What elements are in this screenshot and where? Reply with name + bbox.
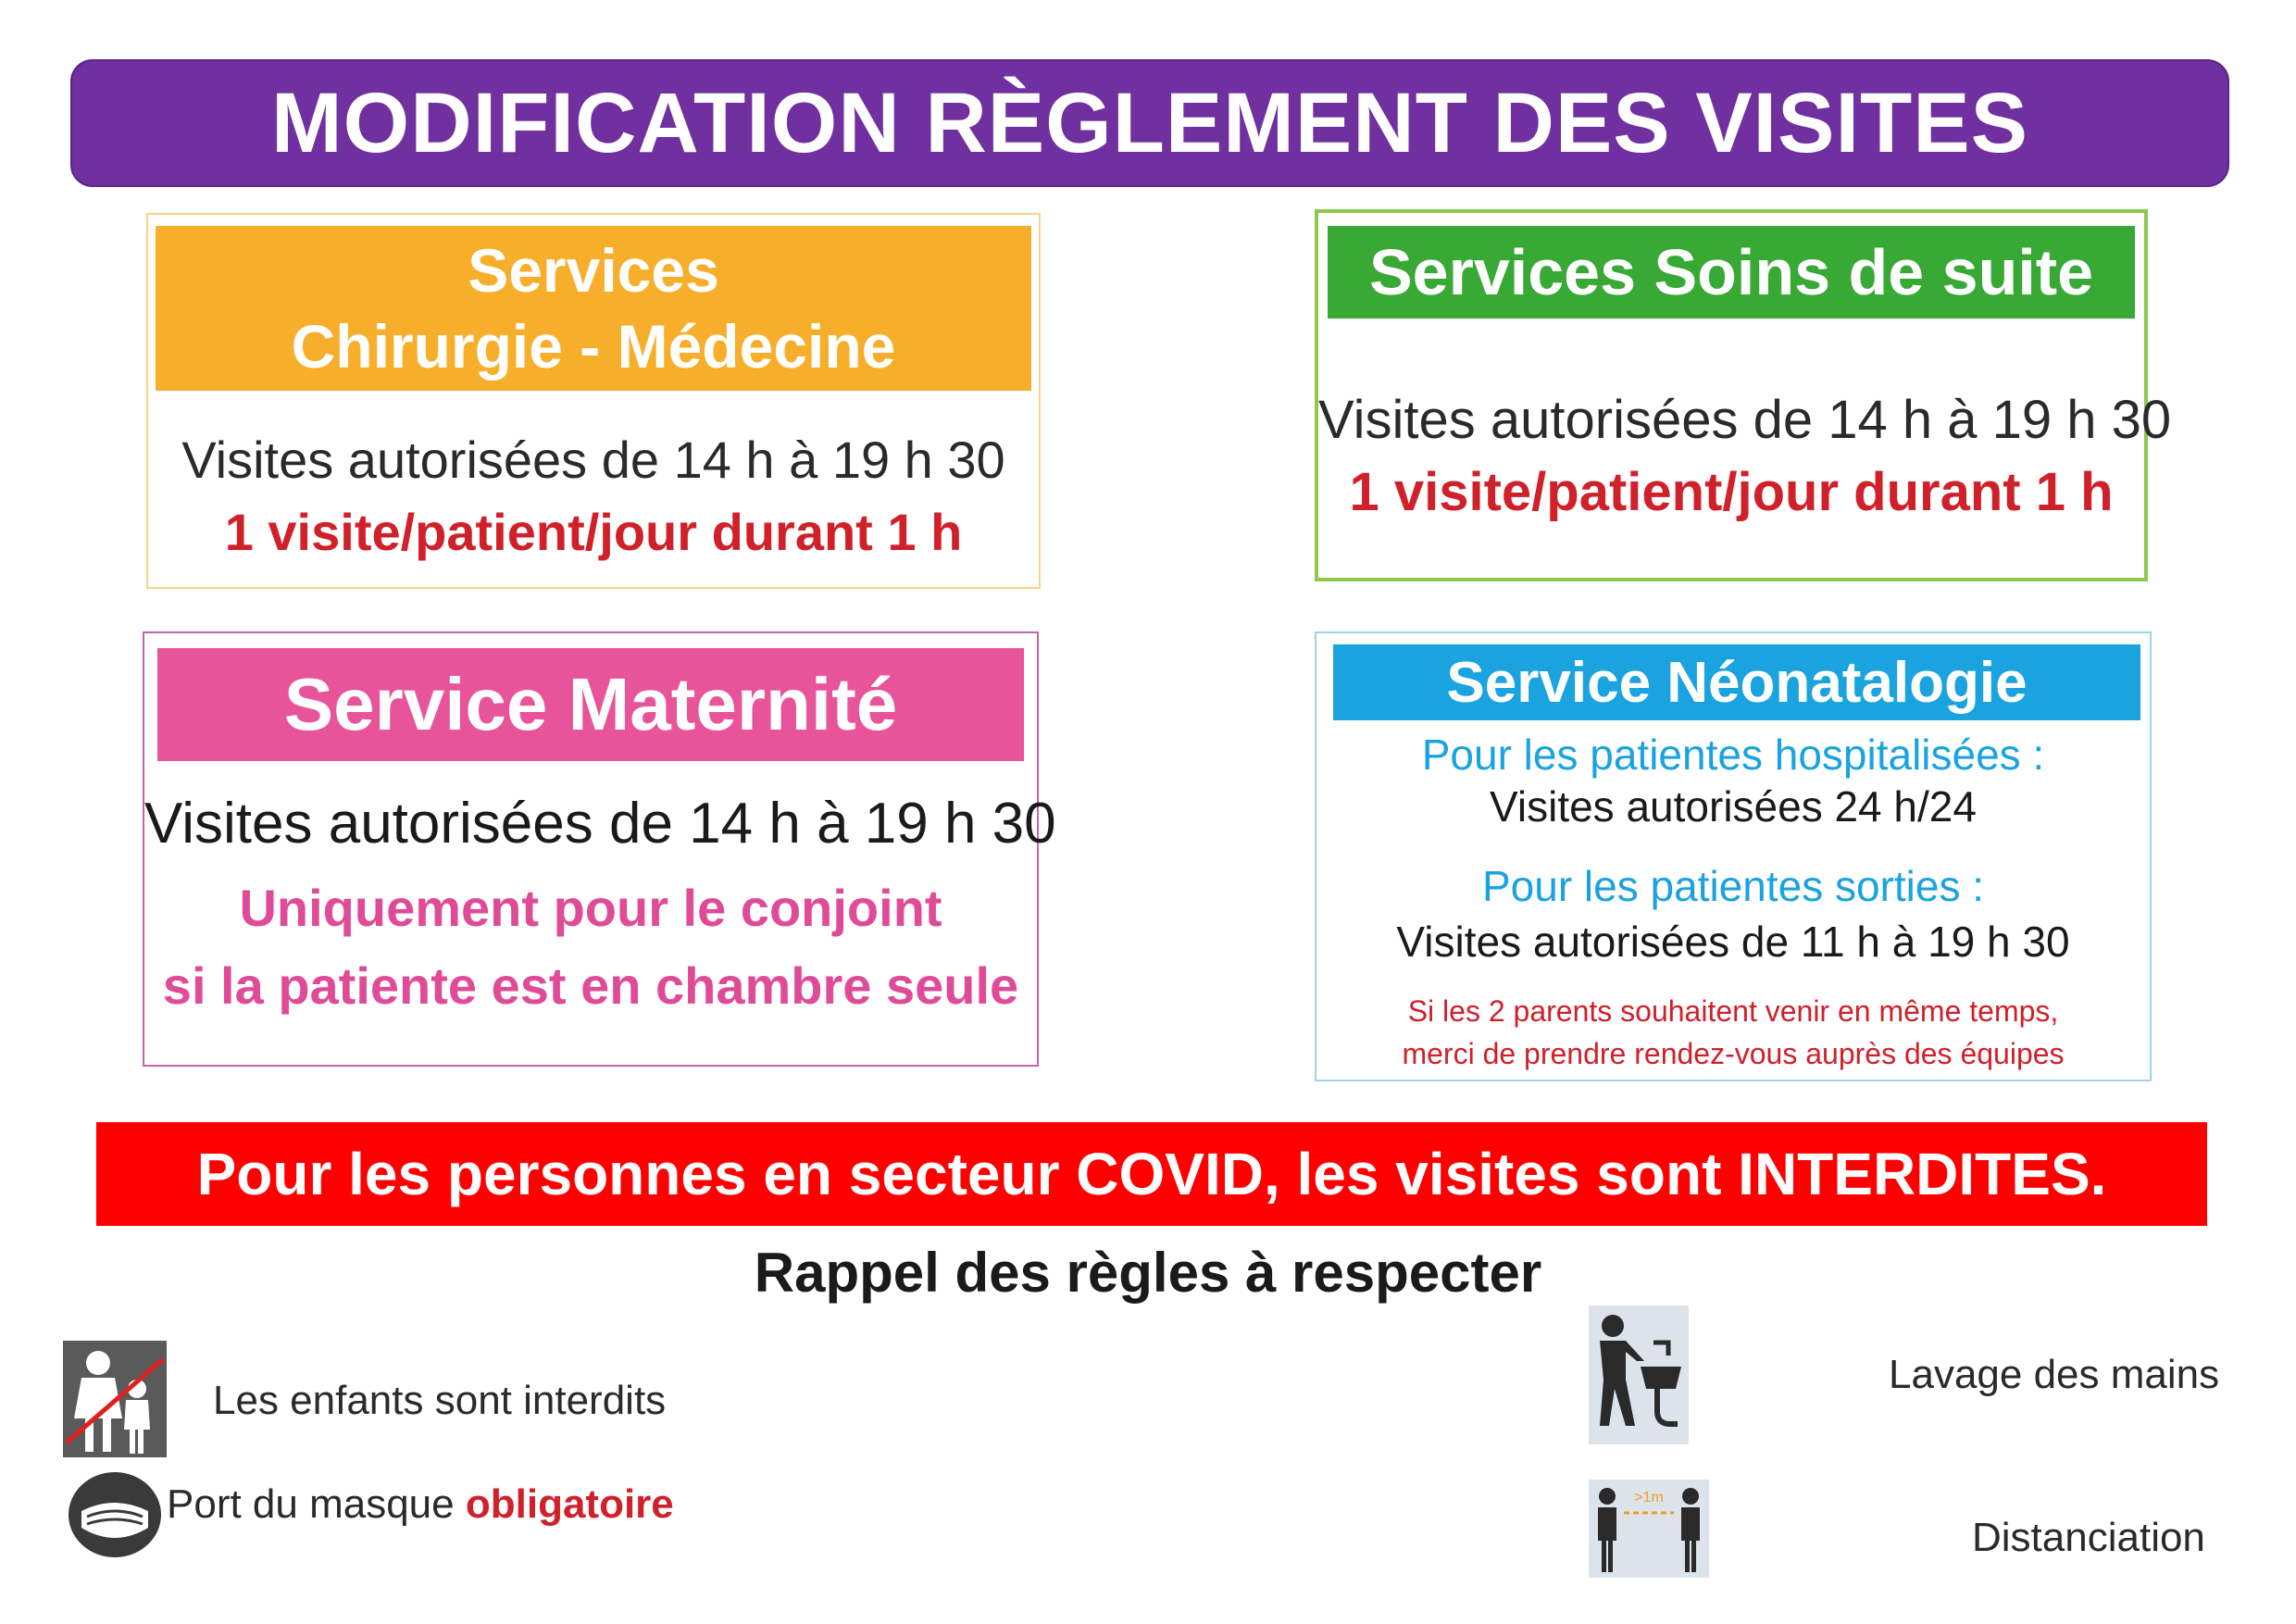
card-maternite-rule-line1: Uniquement pour le conjoint: [239, 879, 942, 937]
rule-mask-emphasis: obligatoire: [465, 1481, 674, 1527]
card-soins-de-suite: [1315, 209, 2172, 581]
card-chirurgie-hours: Visites autorisées de 14 h à 19 h 30: [181, 431, 1005, 489]
card-neonatalogie-note-line1: Si les 2 parents souhaitent venir en même temps,: [1407, 994, 2059, 1028]
card-neonatalogie-note-line2: merci de prendre rendez-vous auprès des équipes: [1402, 1037, 2065, 1070]
rule-mask-text: [167, 1481, 674, 1528]
card-maternite-rule-line2: si la patiente est en chambre seule: [162, 956, 1019, 1015]
card-neonatalogie: [1315, 631, 2152, 1081]
card-maternite-hours: Visites autorisées de 14 h à 19 h 30: [144, 792, 1056, 856]
no-children-icon: [63, 1341, 167, 1457]
card-soins-hours: Visites autorisées de 14 h à 19 h 30: [1318, 390, 2172, 450]
covid-banner-text: Pour les personnes en secteur COVID, les visites sont INTERDITES.: [196, 1141, 2107, 1207]
handwash-icon: [1589, 1305, 1689, 1444]
rule-mask-prefix: Port du masque: [167, 1481, 466, 1527]
covid-banner: [96, 1122, 2207, 1226]
rule-handwash-text: Lavage des mains: [1889, 1352, 2220, 1397]
rule-distance-text: Distanciation: [1972, 1515, 2205, 1560]
card-chirurgie-header: [156, 226, 1031, 391]
distance-icon: [1589, 1480, 1709, 1578]
card-chirurgie-rule: 1 visite/patient/jour durant 1 h: [224, 503, 963, 561]
card-chirurgie-header-line1: Services: [468, 236, 719, 305]
card-chirurgie-medecine: [146, 213, 1041, 589]
card-neonatalogie-discharged-label: Pour les patientes sorties :: [1481, 862, 1985, 910]
card-maternite-header: Service Maternité: [157, 648, 1024, 761]
card-neonatalogie-hospitalised-hours: Visites autorisées 24 h/24: [1490, 782, 1977, 831]
mask-icon: [67, 1470, 163, 1559]
card-neonatalogie-hospitalised-label: Pour les patientes hospitalisées :: [1421, 731, 2045, 779]
card-maternite: [143, 631, 1056, 1067]
card-soins-header: Services Soins de suite: [1328, 226, 2135, 319]
card-soins-rule: 1 visite/patient/jour durant 1 h: [1349, 462, 2114, 522]
distance-icon-label: >1m: [1634, 1490, 1664, 1505]
card-neonatalogie-header: Service Néonatalogie: [1333, 644, 2140, 720]
card-neonatalogie-discharged-hours: Visites autorisées de 11 h à 19 h 30: [1396, 918, 2070, 966]
page-title: MODIFICATION RÈGLEMENT DES VISITES: [271, 75, 2028, 170]
card-chirurgie-header-line2: Chirurgie - Médecine: [291, 312, 896, 381]
rules-title: Rappel des règles à respecter: [754, 1242, 1542, 1304]
title-banner: [70, 59, 2229, 187]
rule-children-text: Les enfants sont interdits: [213, 1378, 667, 1423]
